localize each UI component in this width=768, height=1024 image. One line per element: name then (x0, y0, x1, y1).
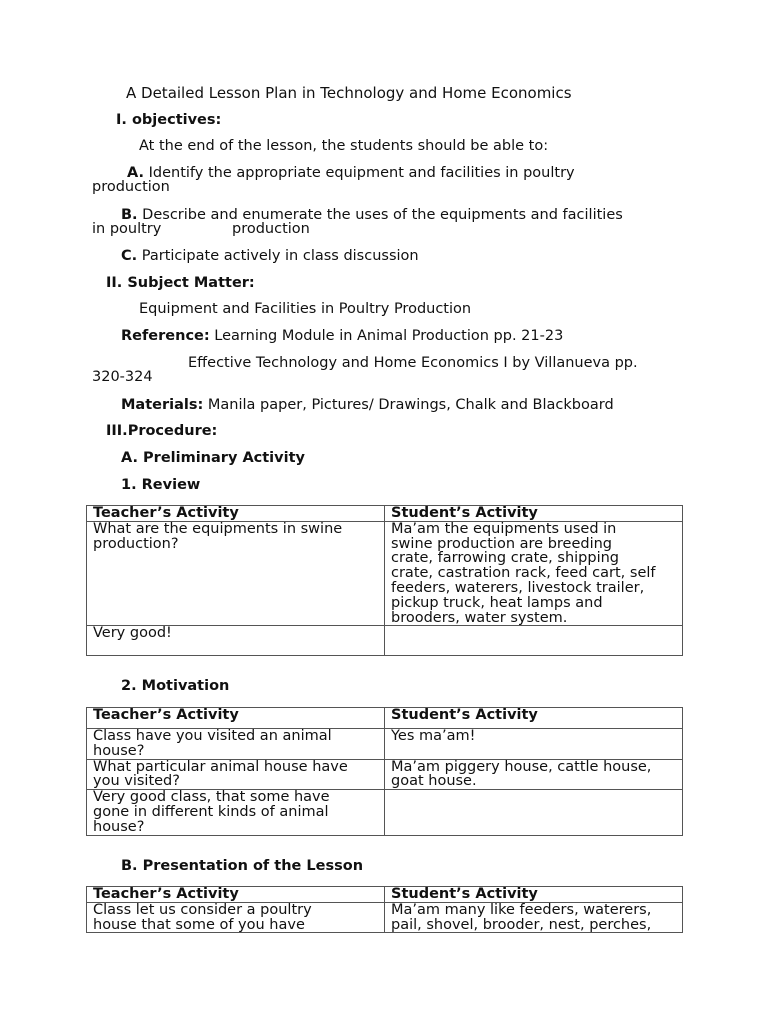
table-row (87, 729, 683, 760)
cell-line: Very good! (93, 625, 172, 642)
objective-a (127, 166, 575, 181)
cell-line: production? (93, 535, 179, 552)
cell-line: brooders, water system. (391, 609, 568, 626)
table-row (87, 626, 683, 656)
table-row (87, 521, 683, 626)
teacher-cell (87, 902, 385, 933)
student-cell (385, 626, 683, 656)
cell-line: house that some of you have (93, 916, 305, 933)
cell-line: Ma’am the equipments used in (391, 520, 617, 537)
table-row (87, 790, 683, 835)
teacher-activity-header: Teacher’s Activity (87, 506, 385, 522)
teacher-cell (87, 521, 385, 626)
student-cell (385, 521, 683, 626)
cell-line: Yes ma’am! (391, 728, 476, 744)
objective-c (121, 249, 419, 264)
materials-label: Materials: (121, 397, 204, 413)
cell-line: you visited? (93, 773, 180, 790)
cell-line: Very good class, that some have (93, 789, 330, 806)
objective-b-continuation-2: production (232, 221, 310, 237)
cell-line: Class let us consider a poultry (93, 901, 312, 918)
table-row (87, 759, 683, 790)
cell-line: Ma’am many like feeders, waterers, (391, 901, 652, 918)
table-header-row (87, 708, 683, 729)
teacher-cell (87, 790, 385, 835)
reference-2-continuation: 320-324 (92, 369, 153, 385)
cell-line: crate, castration rack, feed cart, self (391, 565, 656, 582)
materials-line (121, 398, 614, 413)
student-cell (385, 759, 683, 790)
objective-b-text: Describe and enumerate the uses of the equipments and facilities (142, 207, 623, 223)
objective-c-text: Participate actively in class discussion (141, 248, 419, 264)
objective-b (121, 208, 623, 223)
objective-a-text: Identify the appropriate equipment and facilities in poultry (148, 165, 575, 181)
objective-c-letter: C. (121, 248, 138, 264)
student-cell (385, 790, 683, 835)
student-activity-header: Student’s Activity (385, 887, 683, 903)
cell-line: Class have you visited an animal (93, 728, 332, 744)
cell-line: goat house. (391, 773, 477, 790)
cell-line: What particular animal house have (93, 758, 348, 775)
review-table (86, 505, 683, 656)
subject-matter-heading: II. Subject Matter: (106, 275, 255, 291)
objective-a-letter: A. (127, 165, 144, 181)
review-heading: 1. Review (121, 477, 201, 493)
cell-line: Ma’am piggery house, cattle house, (391, 758, 652, 775)
student-cell (385, 902, 683, 933)
motivation-table (86, 707, 683, 836)
student-activity-header: Student’s Activity (385, 506, 683, 522)
materials-text: Manila paper, Pictures/ Drawings, Chalk and Blackboard (207, 397, 614, 413)
objectives-intro: At the end of the lesson, the students should be able to: (139, 138, 549, 154)
document-title: A Detailed Lesson Plan in Technology and Home Economics (126, 84, 572, 102)
student-activity-header: Student’s Activity (385, 708, 683, 729)
cell-line: gone in different kinds of animal (93, 803, 329, 820)
teacher-activity-header: Teacher’s Activity (87, 708, 385, 729)
motivation-heading: 2. Motivation (121, 678, 230, 694)
cell-line: crate, farrowing crate, shipping (391, 550, 619, 567)
preliminary-activity-heading: A. Preliminary Activity (121, 450, 305, 466)
teacher-cell (87, 626, 385, 656)
objectives-heading: I. objectives: (116, 112, 222, 128)
objective-b-letter: B. (121, 207, 138, 223)
cell-line: house? (93, 742, 145, 759)
teacher-cell (87, 729, 385, 760)
presentation-heading: B. Presentation of the Lesson (121, 858, 364, 874)
table-header-row (87, 506, 683, 522)
objective-b-continuation-1: in poultry (92, 221, 162, 237)
cell-line: What are the equipments in swine (93, 520, 343, 537)
subject-topic: Equipment and Facilities in Poultry Production (139, 301, 472, 317)
cell-line: feeders, waterers, livestock trailer, (391, 579, 645, 596)
cell-line: swine production are breeding (391, 535, 613, 552)
cell-line: house? (93, 818, 145, 835)
table-header-row (87, 887, 683, 903)
teacher-cell (87, 759, 385, 790)
cell-line: pail, shovel, brooder, nest, perches, (391, 916, 652, 933)
student-cell (385, 729, 683, 760)
objective-a-continuation: production (92, 179, 170, 195)
reference-label: Reference: (121, 328, 210, 344)
teacher-activity-header: Teacher’s Activity (87, 887, 385, 903)
table-row (87, 902, 683, 933)
reference-1: Learning Module in Animal Production pp. 21-23 (214, 328, 564, 344)
procedure-heading: III.Procedure: (106, 423, 218, 439)
reference-line (121, 329, 563, 344)
reference-2: Effective Technology and Home Economics I by Villanueva pp. (188, 355, 638, 371)
cell-line: pickup truck, heat lamps and (391, 594, 603, 611)
presentation-table (86, 886, 683, 933)
